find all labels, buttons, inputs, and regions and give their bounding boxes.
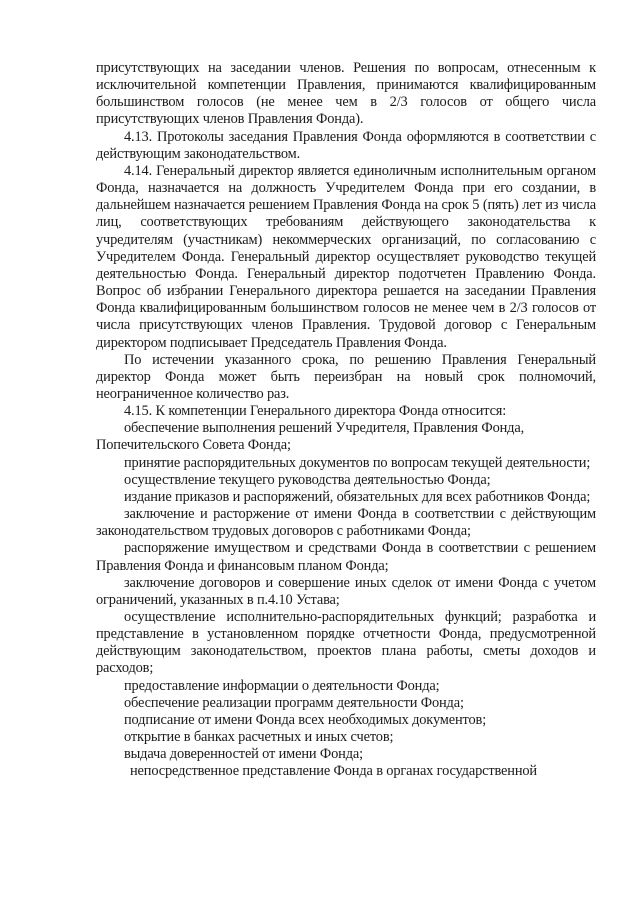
paragraph-4-14: 4.14. Генеральный директор является единоличным исполнительным органом Фонда, назначается на должность Учредителем Фонда при его создании, в дальнейшем назначается решением Правления Фонда на срок 5 (пять) лет из числа лиц, соответствующих требованиям действующего законодательства к учредителям (участникам) некоммерческих организаций, по согласованию с Учредителем Фонда. Генеральный директор осуществляет руководство текущей деятельностью Фонда. Генеральный директор подотчетен Правлению Фонда. Вопрос об избрании Генерального директора решается на заседании Правления Фонда квалифицированным большинством голосов не менее чем в 2/3 голосов от числа присутствующих членов Правления. Трудовой договор с Генеральным директором подписывает Председатель Правления Фонда. [96,162,596,351]
list-item: осуществление текущего руководства деятельностью Фонда; [124,471,491,488]
paragraph-4-15-heading: 4.15. К компетенции Генерального директора Фонда относится: [124,403,507,420]
list-item: издание приказов и распоряжений, обязательных для всех работников Фонда; [124,488,591,505]
list-item: выдача доверенностей от имени Фонда; [124,746,363,763]
list-item: осуществление исполнительно-распорядительных функций; разработка и представление в установленном порядке отчетности Фонда, предусмотренной действующим законодательством, проектов плана работы, сметы доходов и расходов; [96,609,596,677]
list-item: обеспечение реализации программ деятельности Фонда; [124,694,464,711]
list-item: заключение и расторжение от имени Фонда в соответствии с действующим законодательством трудовых договоров с работниками Фонда; [96,506,596,540]
list-item: распоряжение имуществом и средствами Фонда в соответствии с решением Правления Фонда и финансовым планом Фонда; [96,540,596,574]
list-item: подписание от имени Фонда всех необходимых документов; [124,711,487,728]
document-page [96,60,596,895]
list-item: непосредственное представление Фонда в органах государственной [130,763,537,780]
paragraph-4-13: 4.13. Протоколы заседания Правления Фонда оформляются в соответствии с действующим законодательством. [96,128,596,162]
paragraph-reelection: По истечении указанного срока, по решению Правления Генеральный директор Фонда может быть переизбран на новый срок полномочий, неограниченное количество раз. [96,351,596,402]
paragraph-voting-rules: присутствующих на заседании членов. Решения по вопросам, отнесенным к исключительной компетенции Правления, принимаются квалифицированным большинством голосов (не менее чем в 2/3 голосов от общего числа присутствующих членов Правления Фонда). [96,60,596,128]
list-item: принятие распорядительных документов по вопросам текущей деятельности; [124,454,591,471]
list-item: открытие в банках расчетных и иных счетов; [124,729,394,746]
list-item: обеспечение выполнения решений Учредителя, Правления Фонда, Попечительского Совета Фонда; [96,420,525,454]
list-item: предоставление информации о деятельности Фонда; [124,677,440,694]
list-item: заключение договоров и совершение иных сделок от имени Фонда с учетом ограничений, указанных в п.4.10 Устава; [96,574,596,608]
